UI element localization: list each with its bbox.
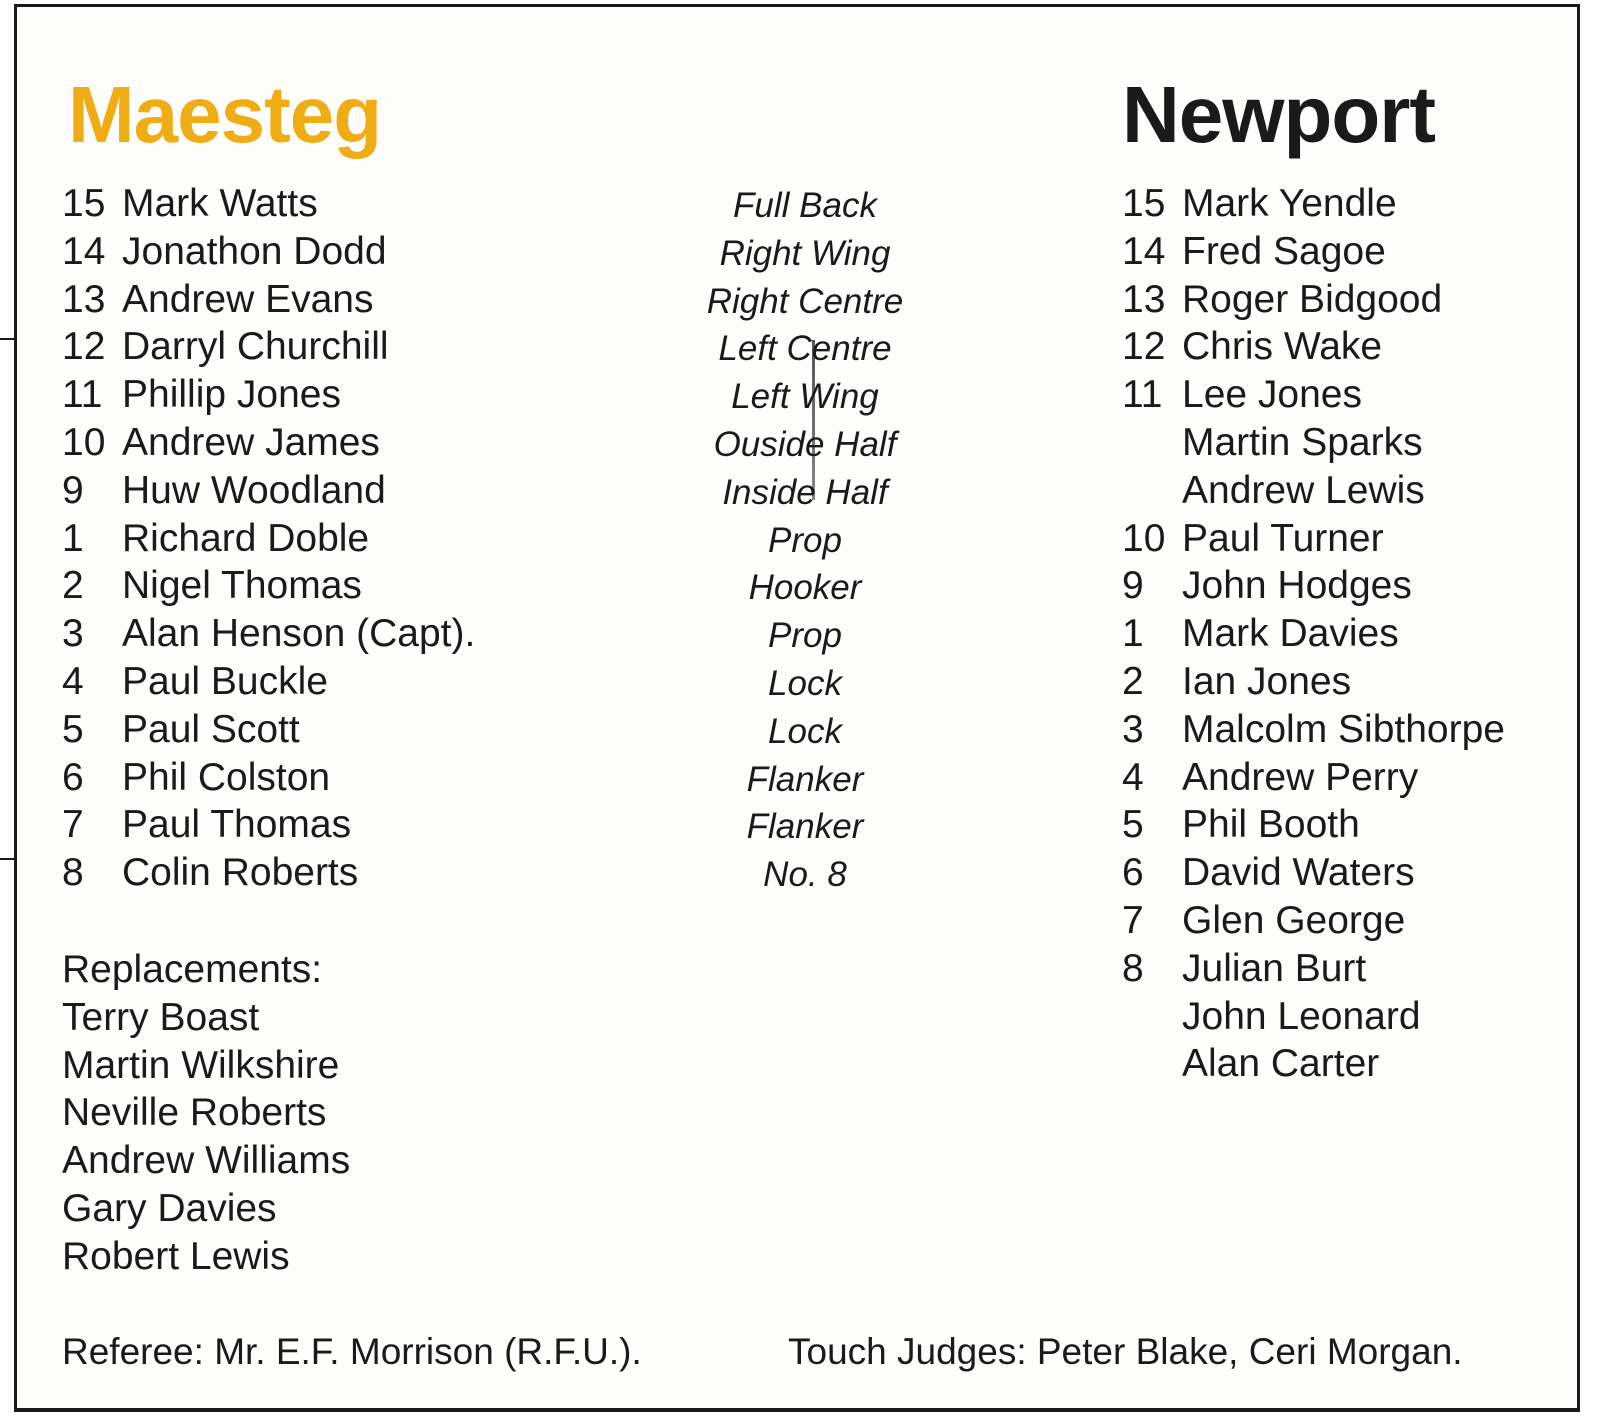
player-row — [62, 419, 475, 467]
position-label: Ouside Half — [713, 424, 897, 464]
player-name: Paul Scott — [122, 707, 300, 751]
page-edge-mark — [0, 858, 16, 860]
home-team-title: Maesteg — [68, 70, 382, 159]
positions-list — [650, 182, 960, 899]
shirt-number: 5 — [1122, 803, 1144, 847]
position-label: Left Centre — [718, 329, 892, 369]
player-row — [62, 371, 475, 419]
replacement-name: Neville Roberts — [62, 1091, 327, 1135]
position-label: No. 8 — [763, 855, 847, 895]
away-team-title: Newport — [1122, 70, 1435, 159]
position-label: Inside Half — [722, 472, 888, 512]
player-row — [62, 658, 475, 706]
shirt-number: 8 — [1122, 946, 1144, 990]
player-row — [1122, 419, 1505, 467]
player-row — [1122, 801, 1505, 849]
position-label: Flanker — [746, 807, 864, 847]
away-lineup — [1122, 180, 1505, 1088]
shirt-number: 12 — [62, 325, 106, 369]
player-row — [62, 276, 475, 324]
shirt-number: 13 — [1122, 277, 1166, 321]
position-label: Lock — [768, 663, 842, 703]
player-row — [1122, 276, 1505, 324]
shirt-number: 7 — [62, 803, 84, 847]
home-replacements — [62, 946, 350, 1281]
player-row — [1122, 371, 1505, 419]
player-name: Jonathon Dodd — [122, 229, 387, 273]
player-row — [62, 610, 475, 658]
position-label: Full Back — [733, 186, 877, 225]
touch-judges: Touch Judges: Peter Blake, Ceri Morgan. — [788, 1331, 1463, 1372]
position-label: Right Wing — [719, 233, 891, 273]
position-label: Prop — [768, 520, 842, 560]
player-name: Mark Watts — [122, 182, 318, 225]
player-name: Nigel Thomas — [122, 564, 362, 608]
player-name: Darryl Churchill — [122, 325, 389, 369]
replacement-name: Martin Wilkshire — [62, 1043, 340, 1087]
shirt-number: 15 — [62, 182, 106, 225]
player-name: Mark Davies — [1182, 612, 1399, 656]
player-name: John Leonard — [1182, 994, 1421, 1038]
player-name: Colin Roberts — [122, 851, 359, 895]
player-row — [62, 562, 475, 610]
player-row — [62, 754, 475, 802]
replacement-name: Robert Lewis — [62, 1234, 290, 1278]
player-row — [62, 180, 475, 228]
player-row — [1122, 658, 1505, 706]
player-name: Malcolm Sibthorpe — [1182, 707, 1505, 751]
shirt-number: 4 — [62, 659, 84, 703]
shirt-number: 3 — [62, 612, 84, 656]
player-row — [1122, 754, 1505, 802]
home-lineup — [62, 180, 475, 897]
player-row — [1122, 706, 1505, 754]
player-row — [1122, 993, 1505, 1041]
player-name: Paul Buckle — [122, 659, 328, 703]
player-row — [1122, 467, 1505, 515]
player-row — [1122, 897, 1505, 945]
player-name: Phil Booth — [1182, 803, 1360, 847]
player-name: John Hodges — [1182, 564, 1412, 608]
shirt-number: 1 — [1122, 612, 1144, 656]
player-name: Andrew Evans — [122, 277, 374, 321]
player-name: Fred Sagoe — [1182, 229, 1386, 273]
position-label: Left Wing — [731, 377, 879, 417]
shirt-number: 7 — [1122, 898, 1144, 942]
replacements-label: Replacements: — [62, 948, 323, 991]
player-name: Martin Sparks — [1182, 420, 1423, 464]
shirt-number: 9 — [1122, 564, 1144, 608]
player-row — [1122, 323, 1505, 371]
player-name: Alan Carter — [1182, 1042, 1380, 1086]
player-row — [62, 467, 475, 515]
player-name: Richard Doble — [122, 516, 370, 560]
shirt-number: 15 — [1122, 182, 1166, 225]
replacement-name: Gary Davies — [62, 1186, 277, 1230]
player-name: Phillip Jones — [122, 373, 341, 417]
player-row — [1122, 180, 1505, 228]
page-edge-mark — [0, 338, 16, 340]
player-name: Julian Burt — [1182, 946, 1367, 990]
player-name: Glen George — [1182, 898, 1406, 942]
player-row — [1122, 228, 1505, 276]
shirt-number: 14 — [1122, 229, 1166, 273]
player-name: Andrew Lewis — [1182, 468, 1425, 512]
replacement-name: Andrew Williams — [62, 1139, 351, 1183]
replacement-name: Terry Boast — [62, 995, 260, 1039]
player-name: Roger Bidgood — [1182, 277, 1443, 321]
player-row — [1122, 515, 1505, 563]
player-name: Andrew James — [122, 420, 380, 464]
shirt-number: 1 — [62, 516, 84, 560]
shirt-number: 11 — [1122, 373, 1163, 417]
player-name: David Waters — [1182, 851, 1415, 895]
shirt-number: 6 — [62, 755, 84, 799]
shirt-number: 9 — [62, 468, 84, 512]
player-row — [62, 849, 475, 897]
player-row — [62, 228, 475, 276]
player-row — [1122, 1040, 1505, 1088]
player-name: Chris Wake — [1182, 325, 1383, 369]
shirt-number: 10 — [1122, 516, 1166, 560]
shirt-number: 2 — [62, 564, 84, 608]
position-label: Prop — [768, 616, 842, 656]
shirt-number: 8 — [62, 851, 84, 895]
position-label: Right Centre — [706, 281, 904, 321]
player-name: Andrew Perry — [1182, 755, 1419, 799]
shirt-number: 6 — [1122, 851, 1144, 895]
player-row — [1122, 610, 1505, 658]
position-label: Hooker — [748, 568, 862, 608]
player-name: Lee Jones — [1182, 373, 1362, 417]
player-row — [62, 515, 475, 563]
player-name: Paul Turner — [1182, 516, 1384, 560]
player-name: Huw Woodland — [122, 468, 386, 512]
shirt-number: 2 — [1122, 659, 1144, 703]
player-row — [1122, 849, 1505, 897]
player-name: Phil Colston — [122, 755, 331, 799]
player-name: Paul Thomas — [122, 803, 352, 847]
player-row — [1122, 945, 1505, 993]
player-row — [62, 706, 475, 754]
player-row — [1122, 562, 1505, 610]
shirt-number: 12 — [1122, 325, 1166, 369]
shirt-number: 4 — [1122, 755, 1144, 799]
shirt-number: 14 — [62, 229, 106, 273]
position-label: Lock — [768, 711, 842, 751]
shirt-number: 10 — [62, 420, 106, 464]
shirt-number: 13 — [62, 277, 106, 321]
player-name: Mark Yendle — [1182, 182, 1397, 225]
player-row — [62, 801, 475, 849]
player-row — [62, 323, 475, 371]
position-label: Flanker — [746, 759, 864, 799]
shirt-number: 3 — [1122, 707, 1144, 751]
player-name: Alan Henson (Capt). — [122, 612, 476, 656]
player-name: Ian Jones — [1182, 659, 1352, 703]
referee: Referee: Mr. E.F. Morrison (R.F.U.). — [62, 1331, 642, 1372]
shirt-number: 11 — [62, 373, 103, 417]
shirt-number: 5 — [62, 707, 84, 751]
